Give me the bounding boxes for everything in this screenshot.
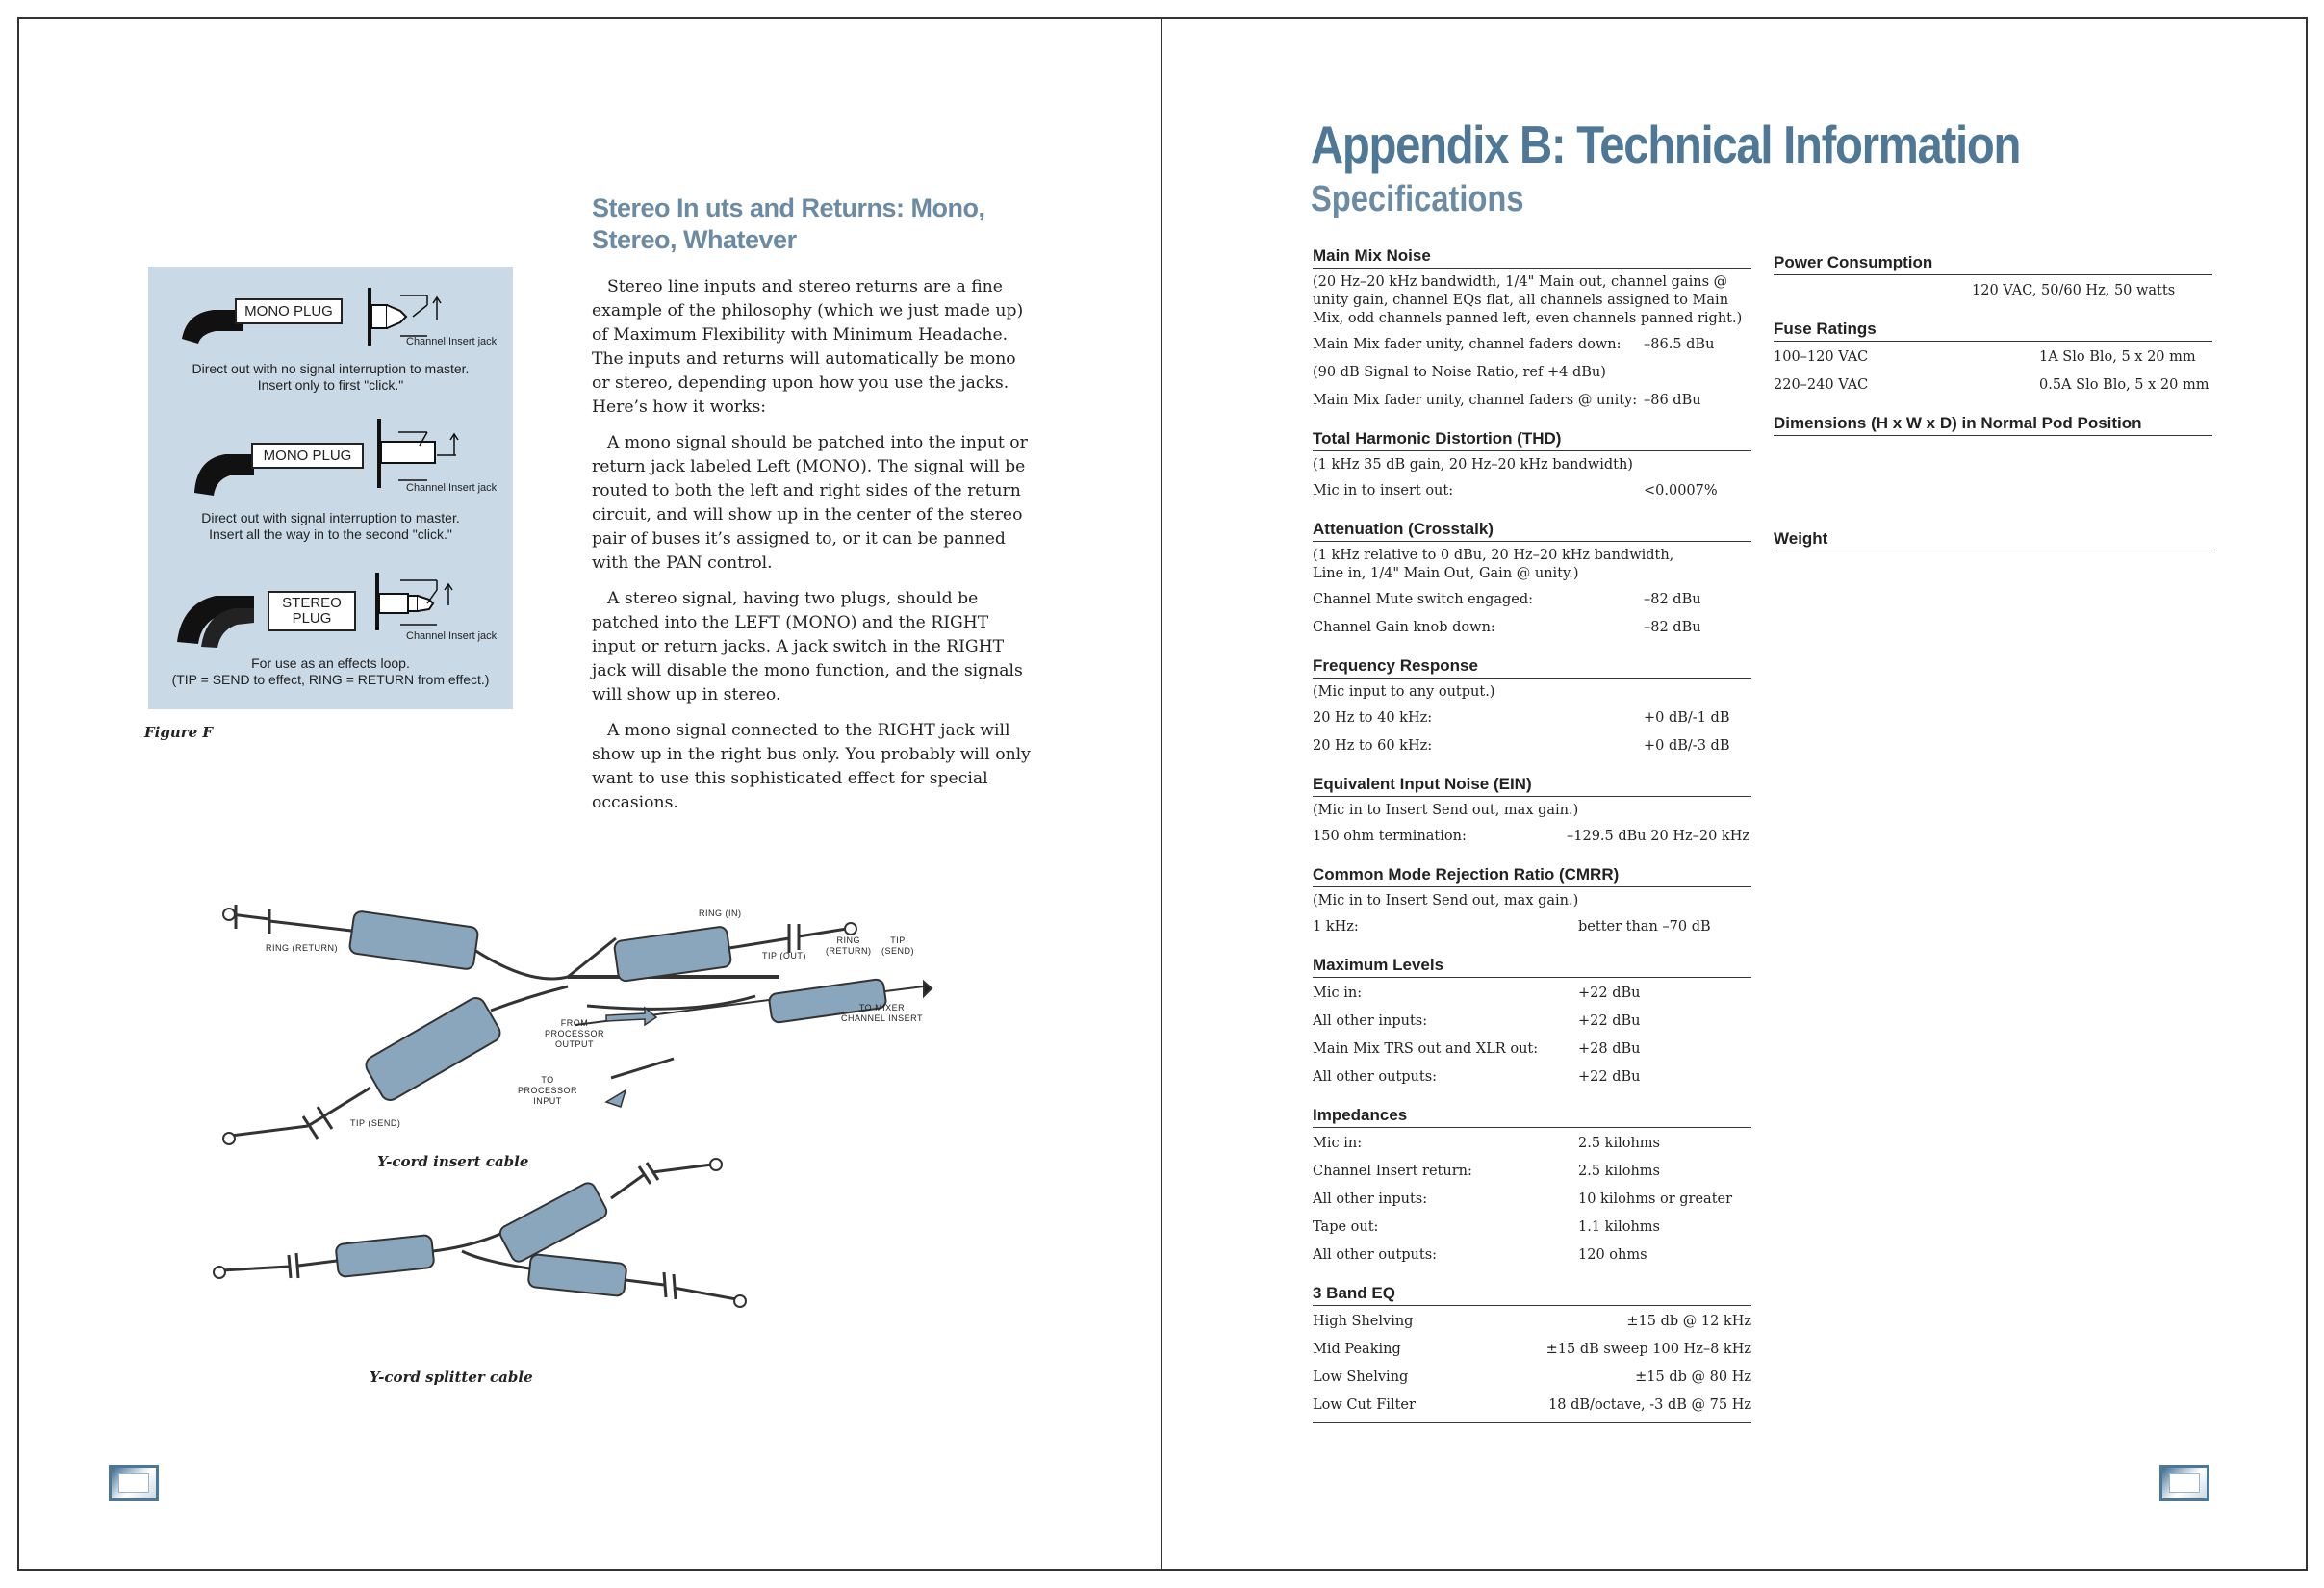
- label-line: TIP: [890, 935, 906, 945]
- spec-row: [1313, 1038, 1751, 1066]
- spec-value: +22 dBu: [1578, 1013, 1641, 1029]
- spec-note: (Mic in to Insert Send out, max gain.): [1313, 803, 1579, 818]
- spec-label: Main Mix fader unity, channel faders @ unity:: [1313, 393, 1638, 408]
- spec-heading: Impedances: [1313, 1106, 1751, 1128]
- spec-heading: Fuse Ratings: [1774, 320, 2212, 342]
- label-line: INPUT: [533, 1096, 562, 1106]
- spec-label: All other inputs:: [1313, 1191, 1428, 1207]
- label-from-processor-output: [545, 1018, 604, 1050]
- spec-label: All other outputs:: [1313, 1069, 1438, 1085]
- spec-section-weight: [1774, 529, 2212, 551]
- label-tip-out: TIP (OUT): [762, 951, 806, 960]
- mono-plug-label: MONO PLUG: [235, 298, 343, 324]
- spec-value: <0.0007%: [1644, 483, 1718, 499]
- label-ring-return: RING (RETURN): [266, 943, 338, 953]
- spec-row: [1313, 1133, 1751, 1161]
- spec-row: [1313, 362, 1751, 390]
- spec-label: 1 kHz:: [1313, 919, 1359, 935]
- spec-label: All other inputs:: [1313, 1013, 1428, 1029]
- spec-section-ein: [1313, 775, 1751, 854]
- caption-line: Insert all the way in to the second "click.": [209, 526, 452, 542]
- label-line: OUTPUT: [555, 1039, 594, 1049]
- caption-line: Direct out with signal interruption to master.: [201, 510, 460, 525]
- spec-label: Main Mix fader unity, channel faders down:: [1313, 337, 1622, 352]
- spec-row: [1313, 1217, 1751, 1244]
- spec-section-power: [1774, 253, 2212, 308]
- spec-heading: Total Harmonic Distortion (THD): [1313, 429, 1751, 451]
- spec-heading: Attenuation (Crosstalk): [1313, 520, 1751, 542]
- y-cord-splitter-caption: Y-cord splitter cable: [370, 1369, 533, 1386]
- spec-value: 1A Slo Blo, 5 x 20 mm: [2039, 349, 2196, 365]
- paragraph: A stereo signal, having two plugs, should be patched into the LEFT (MONO) and the RIGHT input or return jacks. A jack switch in the RIGHT jack will disable the mono function, and the signals will show up in stereo.: [592, 589, 1023, 704]
- spec-value: 0.5A Slo Blo, 5 x 20 mm: [2039, 377, 2209, 393]
- spec-label: Mic in:: [1313, 986, 1363, 1001]
- label-line: TO: [541, 1075, 554, 1085]
- mono-plug-label: MONO PLUG: [251, 443, 364, 469]
- spec-value: 120 ohms: [1578, 1247, 1647, 1263]
- spec-label: Channel Insert return:: [1313, 1164, 1472, 1179]
- spec-heading: Weight: [1774, 529, 2212, 551]
- spec-value: –86.5 dBu: [1644, 337, 1715, 352]
- spec-row: [1313, 1311, 1751, 1339]
- spec-label: Mid Peaking: [1313, 1342, 1401, 1357]
- label-line: TO MIXER: [858, 1003, 906, 1012]
- spec-value: 120 VAC, 50/60 Hz, 50 watts: [1972, 283, 2176, 298]
- spec-section-3-band-eq: [1313, 1284, 1751, 1423]
- label-line: FROM: [560, 1018, 589, 1028]
- spec-label: 20 Hz to 60 kHz:: [1313, 738, 1433, 754]
- heading-line-1: Stereo In uts and Returns: Mono,: [592, 193, 985, 222]
- spec-note: (1 kHz 35 dB gain, 20 Hz–20 kHz bandwidth): [1313, 457, 1633, 473]
- figure-f-diagram: [148, 267, 513, 709]
- spec-row: [1313, 1161, 1751, 1189]
- spec-value: +22 dBu: [1578, 1069, 1641, 1085]
- figure-item-1-caption: [148, 361, 513, 394]
- spec-row: [1313, 916, 1751, 944]
- section-heading-stereo-inputs: [592, 192, 996, 256]
- paragraph: A mono signal should be patched into the input or return jack labeled Left (MONO). The signal will be routed to both the left and right sides of the return circuit, and will show up in the center of the stereo pair of buses it’s assigned to, or it can be panned with the PAN control.: [592, 433, 1028, 573]
- spec-label: Low Cut Filter: [1313, 1397, 1416, 1413]
- stereo-plug-label-line: STEREO: [282, 595, 342, 611]
- spec-row: [1313, 1339, 1751, 1367]
- spec-value: +28 dBu: [1578, 1041, 1641, 1057]
- spec-row: [1313, 390, 1751, 418]
- channel-insert-jack-label: Channel Insert jack: [406, 482, 498, 494]
- spec-value: –82 dBu: [1644, 592, 1701, 607]
- spec-value: +22 dBu: [1578, 986, 1641, 1001]
- spec-section-attenuation: [1313, 520, 1751, 645]
- figure-item-3-caption: [148, 655, 513, 688]
- spec-row: [1313, 617, 1751, 645]
- spec-label: Main Mix TRS out and XLR out:: [1313, 1041, 1539, 1057]
- spec-value: ±15 db @ 80 Hz: [1635, 1370, 1751, 1385]
- spec-row: [1774, 374, 2212, 402]
- caption-line: For use as an effects loop.: [251, 655, 410, 671]
- spec-label: High Shelving: [1313, 1314, 1414, 1329]
- spec-heading: Main Mix Noise: [1313, 246, 1751, 269]
- page-gutter: [1161, 17, 1162, 1571]
- spec-section-fuse: [1774, 320, 2212, 402]
- spec-label: All other outputs:: [1313, 1247, 1438, 1263]
- spec-section-impedances: [1313, 1106, 1751, 1272]
- spec-row: [1313, 735, 1751, 763]
- spec-heading: Power Consumption: [1774, 253, 2212, 275]
- spec-heading: Equivalent Input Noise (EIN): [1313, 775, 1751, 797]
- specs-left-column: [1313, 246, 1751, 1435]
- spec-value: 10 kilohms or greater: [1578, 1191, 1733, 1207]
- page-number-box-right: [2159, 1465, 2209, 1501]
- spec-heading: Frequency Response: [1313, 656, 1751, 679]
- heading-line-2: Stereo, Whatever: [592, 225, 797, 254]
- spec-row: [1313, 1189, 1751, 1217]
- channel-insert-jack-label: Channel Insert jack: [406, 630, 498, 642]
- spec-row: [1313, 1395, 1751, 1422]
- spec-value: ±15 db @ 12 kHz: [1626, 1314, 1751, 1329]
- spec-label: Low Shelving: [1313, 1370, 1409, 1385]
- channel-insert-jack-label: Channel Insert jack: [406, 336, 498, 347]
- spec-section-cmrr: [1313, 865, 1751, 944]
- spec-row: [1313, 1066, 1751, 1094]
- label-line: (RETURN): [826, 946, 872, 956]
- label-line: PROCESSOR: [545, 1029, 605, 1038]
- spec-row: [1313, 707, 1751, 735]
- spec-section-dimensions: [1774, 414, 2212, 518]
- spec-note: (Mic in to Insert Send out, max gain.): [1313, 893, 1579, 909]
- spec-value: +0 dB/-3 dB: [1644, 738, 1730, 754]
- caption-line: Direct out with no signal interruption to master.: [192, 361, 470, 376]
- spec-section-thd: [1313, 429, 1751, 508]
- spec-label: 150 ohm termination:: [1313, 829, 1467, 844]
- spec-row: [1313, 826, 1751, 854]
- label-ring-in: RING (IN): [699, 909, 742, 918]
- spec-note: (20 Hz–20 kHz bandwidth, 1/4" Main out, channel gains @ unity gain, channel EQs flat, all channels assigned to Main Mix, odd channels panned left, even channels panned right.): [1313, 274, 1743, 326]
- spec-label: 100–120 VAC: [1774, 349, 1869, 365]
- spec-label: Channel Gain knob down:: [1313, 620, 1495, 635]
- spec-value: 18 dB/octave, -3 dB @ 75 Hz: [1548, 1397, 1751, 1413]
- spec-row: [1313, 1367, 1751, 1395]
- label-to-mixer-channel-insert: [841, 1003, 923, 1024]
- spec-label: Mic in to insert out:: [1313, 483, 1454, 499]
- spec-value: –129.5 dBu 20 Hz–20 kHz: [1567, 829, 1749, 844]
- label-line: RING: [836, 935, 860, 945]
- spec-note: (Mic input to any output.): [1313, 684, 1495, 700]
- label-line: CHANNEL INSERT: [841, 1013, 924, 1023]
- spec-heading: Maximum Levels: [1313, 956, 1751, 978]
- caption-line: (TIP = SEND to effect, RING = RETURN from effect.): [171, 672, 490, 687]
- label-ring-return-right: [826, 935, 872, 957]
- spec-value: 2.5 kilohms: [1578, 1136, 1660, 1151]
- spec-value: +0 dB/-1 dB: [1644, 710, 1730, 726]
- specs-right-column: [1774, 253, 2212, 563]
- paragraph: Stereo line inputs and stereo returns are a fine example of the philosophy (which we just made up) of Maximum Flexibility with Minimum Headache. The inputs and returns will automatically be mono or stereo, depending upon how you use the jacks. Here’s how it works:: [592, 277, 1024, 417]
- spec-heading: Common Mode Rejection Ratio (CMRR): [1313, 865, 1751, 887]
- spec-row: [1774, 280, 2212, 308]
- spec-value: –86 dBu: [1644, 393, 1701, 408]
- spec-row: [1313, 334, 1751, 362]
- spec-row: [1313, 480, 1751, 508]
- spec-row: [1313, 1244, 1751, 1272]
- spec-value: 2.5 kilohms: [1578, 1164, 1660, 1179]
- spec-label: (90 dB Signal to Noise Ratio, ref +4 dBu): [1313, 365, 1606, 380]
- spec-section-frequency-response: [1313, 656, 1751, 763]
- figure-item-2-caption: [148, 510, 513, 543]
- spec-heading: Dimensions (H x W x D) in Normal Pod Position: [1774, 414, 2212, 436]
- y-cord-splitter-cable-illustration: [212, 1155, 751, 1367]
- spec-heading: 3 Band EQ: [1313, 1284, 1751, 1306]
- specifications-subtitle: Specifications: [1311, 179, 1524, 219]
- stereo-plug-label: [268, 591, 356, 631]
- label-tip-send-right: [881, 935, 914, 957]
- spec-section-maximum-levels: [1313, 956, 1751, 1094]
- spec-value: 1.1 kilohms: [1578, 1219, 1660, 1235]
- spec-label: 20 Hz to 40 kHz:: [1313, 710, 1433, 726]
- appendix-title: Appendix B: Technical Information: [1311, 115, 2021, 174]
- label-line: (SEND): [881, 946, 914, 956]
- spec-row: [1313, 589, 1751, 617]
- spec-section-main-mix-noise: [1313, 246, 1751, 418]
- label-tip-send: TIP (SEND): [350, 1118, 401, 1128]
- spec-label: 220–240 VAC: [1774, 377, 1869, 393]
- label-to-processor-input: [518, 1075, 577, 1107]
- paragraph: A mono signal connected to the RIGHT jack will show up in the right bus only. You probably will only want to use this sophisticated effect for special occasions.: [592, 721, 1031, 812]
- caption-line: Insert only to first "click.": [257, 377, 404, 393]
- spec-value: –82 dBu: [1644, 620, 1701, 635]
- stereo-plug-label-line: PLUG: [292, 610, 332, 627]
- spec-row: [1313, 983, 1751, 1011]
- spec-value: better than –70 dB: [1578, 919, 1711, 935]
- spec-row: [1313, 1011, 1751, 1038]
- y-cord-insert-caption: Y-cord insert cable: [377, 1153, 529, 1170]
- figure-f-caption: Figure F: [144, 724, 214, 741]
- spec-label: Tape out:: [1313, 1219, 1379, 1235]
- spec-note: (1 kHz relative to 0 dBu, 20 Hz–20 kHz bandwidth, Line in, 1/4" Main Out, Gain @ unity.): [1313, 548, 1674, 581]
- spec-label: Channel Mute switch engaged:: [1313, 592, 1534, 607]
- spec-label: Mic in:: [1313, 1136, 1363, 1151]
- page-number-box-left: [109, 1465, 159, 1501]
- spec-value: ±15 dB sweep 100 Hz–8 kHz: [1545, 1342, 1751, 1357]
- label-line: PROCESSOR: [518, 1086, 578, 1095]
- spec-row: [1774, 346, 2212, 374]
- body-text: [592, 275, 1034, 827]
